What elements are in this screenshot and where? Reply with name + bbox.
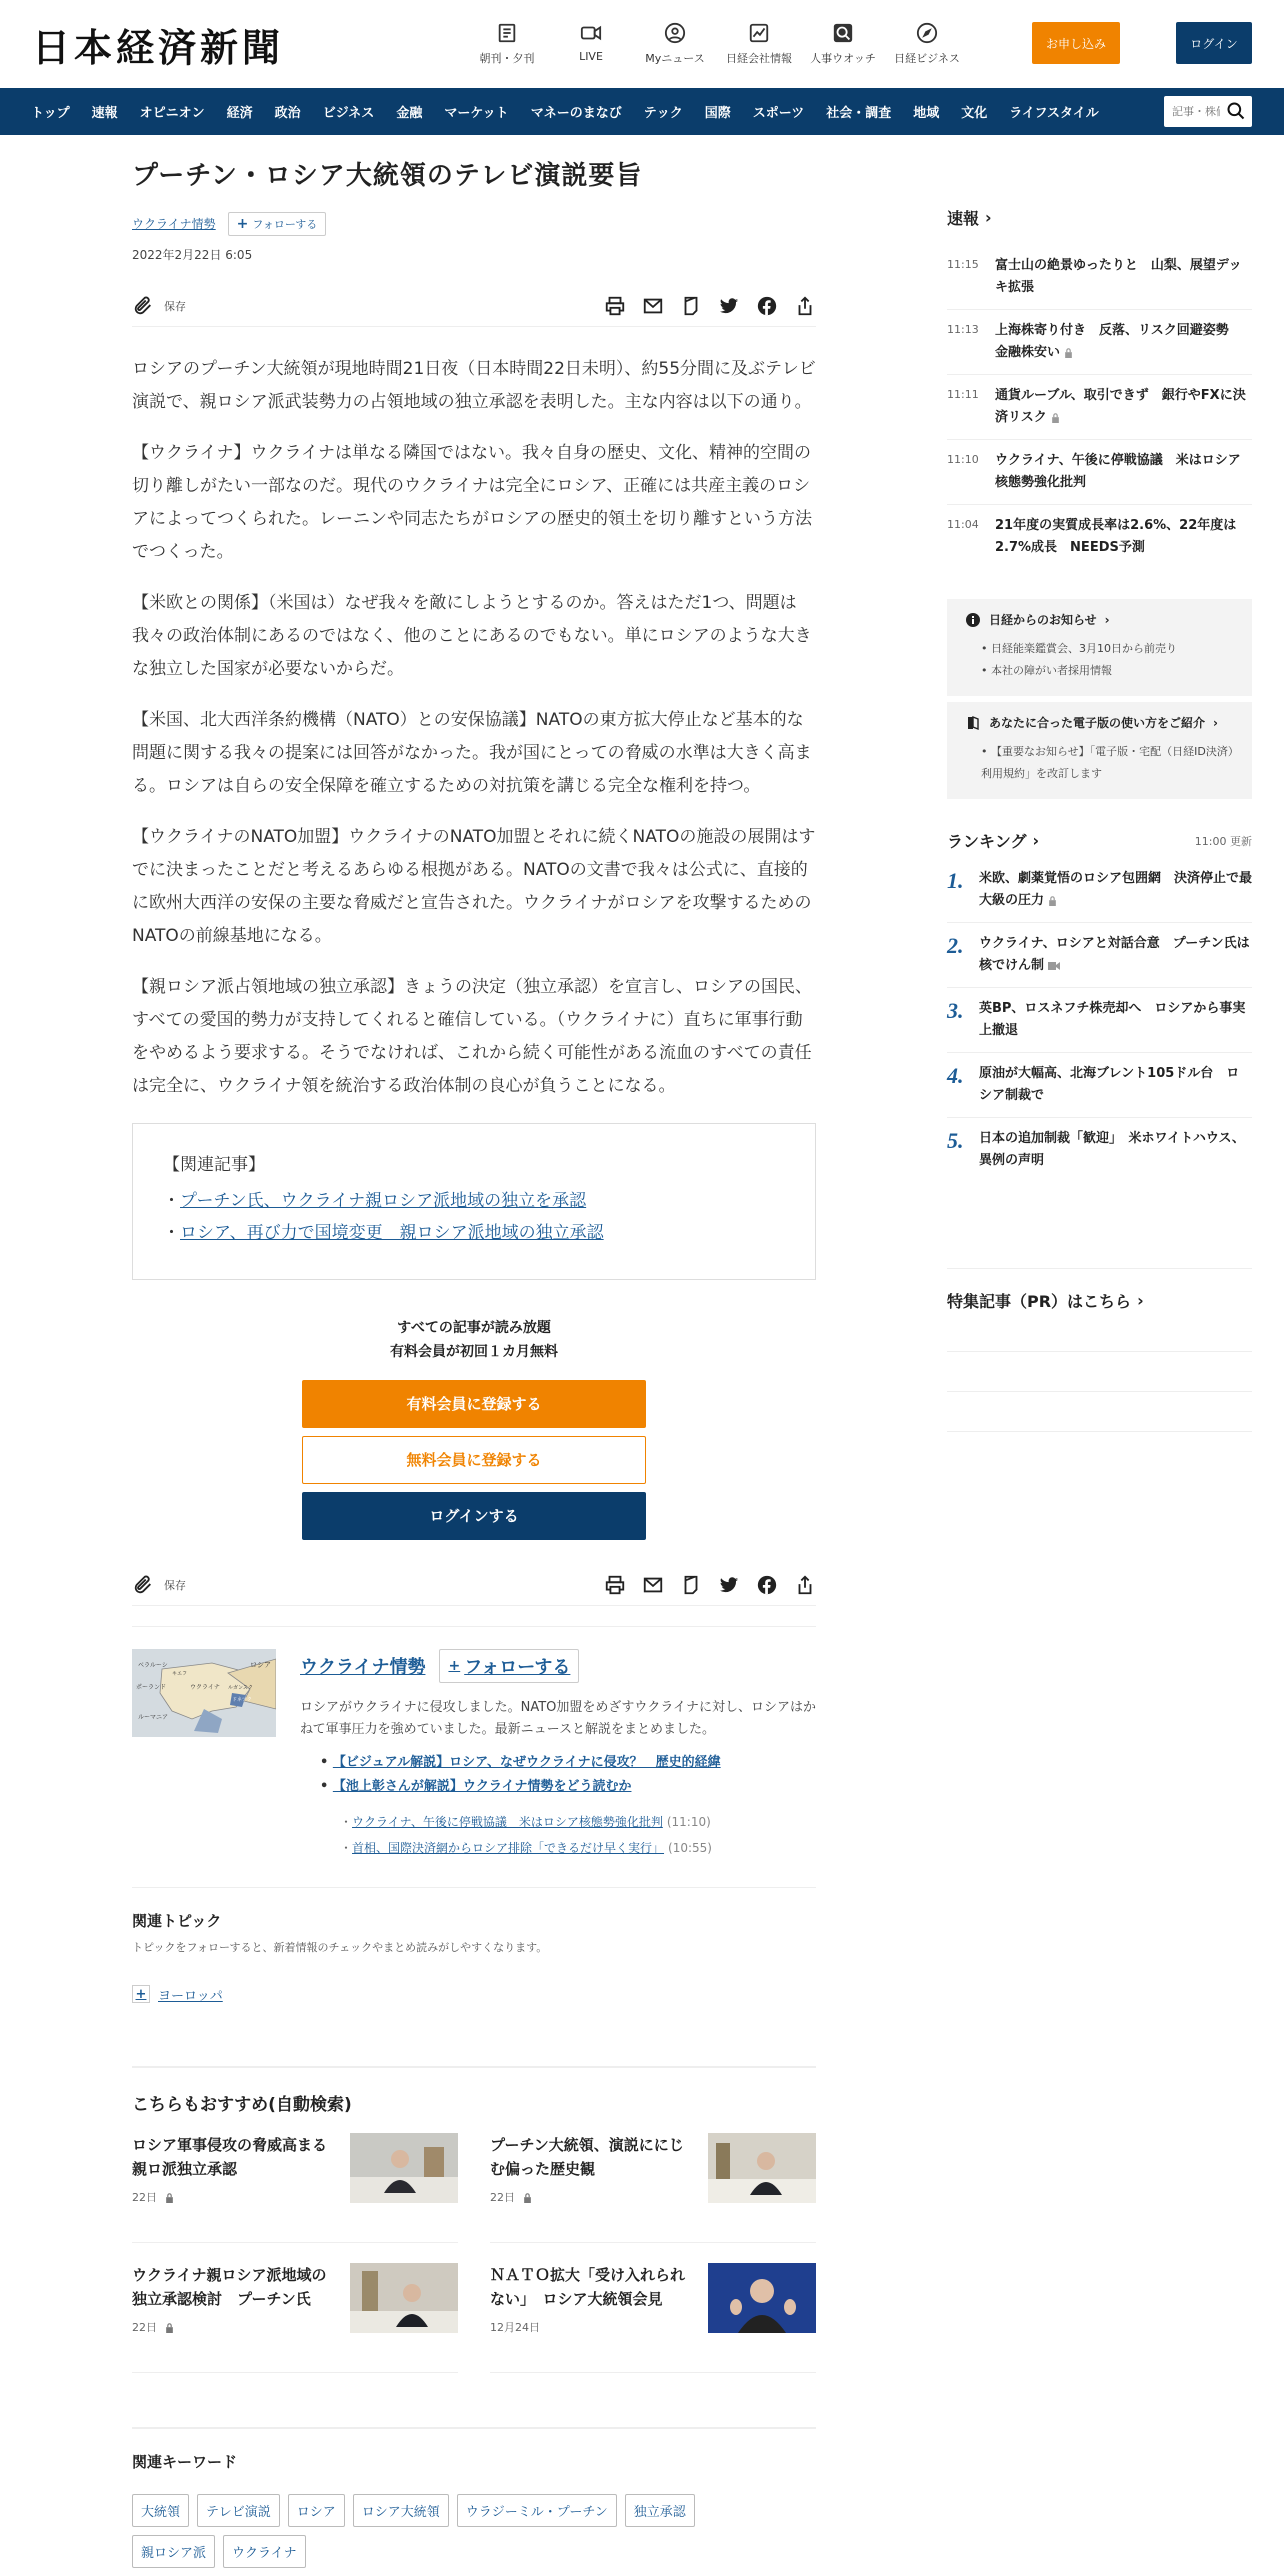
print-icon[interactable] [604,1574,626,1596]
paid-register-button[interactable]: 有料会員に登録する [302,1380,646,1428]
keyword-tag[interactable]: 大統領 [132,2494,189,2527]
share-icons [604,295,816,317]
recommend-thumbnail [708,2263,816,2333]
ranking-header [947,829,1252,852]
photo-putin-desk [708,2133,816,2203]
notice-box [947,599,1252,696]
facebook-icon[interactable] [756,1574,778,1596]
breaking-title: 富士山の絶景ゆったりと 山梨、展望デッキ拡張 [995,258,1242,295]
nav-item[interactable]: 国際 [704,106,731,121]
topic-latest [300,1809,816,1861]
newspaper-icon [496,22,518,44]
map-graphic [132,1649,276,1737]
pr-placeholder-lines [947,1351,1252,1432]
breaking-time: 11:10 [947,453,979,466]
article-body [132,353,816,1103]
recommend-date: 12月24日 [490,2320,540,2334]
ranking-number: 3. [947,998,964,1023]
save-label: 保存 [164,1579,186,1593]
lock-icon [165,2323,174,2333]
photo-putin-desk [350,2133,458,2203]
topic-feature-item [320,1775,816,1799]
nav-search-box [1164,96,1252,127]
topic-features [300,1751,816,1799]
header-mynews-label: Myニュース [645,52,705,65]
keyword-tag[interactable]: 親ロシア派 [132,2535,215,2568]
paperclip-icon [132,295,154,317]
mail-icon[interactable] [642,1574,664,1596]
ranking-number: 5. [947,1128,964,1153]
video-icon [580,22,602,44]
topic-latest-link[interactable]: ウクライナ、午後に停戦協議 米はロシア核態勢強化批判 [352,1814,663,1829]
ranking-item[interactable] [947,1053,1252,1118]
notice-list [965,638,1234,682]
header-live[interactable] [549,22,633,66]
plus-icon: + [132,1985,150,2003]
keyword-tag[interactable]: ウクライナ [223,2535,306,2568]
related-topics-heading: 関連トピック [132,1911,222,1930]
breaking-title: 通貨ルーブル、取引できず 銀行やFXに決済リスク [995,388,1246,425]
save-button[interactable] [132,1574,186,1596]
topic-feature-link[interactable]: 【池上彰さんが解説】ウクライナ情勢をどう読むか [332,1778,632,1794]
nav-item[interactable]: 政治 [274,106,301,121]
recommend-thumbnail [350,2133,458,2203]
header-live-label: LIVE [579,50,603,63]
memo-icon[interactable] [680,1574,702,1596]
chevron-right-icon: › [1104,612,1110,627]
article-title: プーチン・ロシア大統領のテレビ演説要旨 [132,161,643,191]
twitter-icon[interactable] [718,1574,740,1596]
save-button[interactable] [132,295,186,317]
breaking-time: 11:11 [947,388,979,401]
article-paragraph: 【米国、北大西洋条約機構（NATO）との安保協議】NATOの東方拡大停止など基本的な問題に関する我々の提案には回答がなかった。我が国にとっての脅威の水準は大きく高まる。ロシアは自らの安全保障を確立するための対抗策を講じる完全な権利を持つ。 [132,709,812,796]
map-label: ルーマニア [138,1713,169,1721]
ranking-item[interactable] [947,858,1252,923]
nav-item[interactable]: マーケット [444,106,509,121]
nav-item[interactable]: ライフスタイル [1009,106,1099,121]
nav-item[interactable]: ビジネス [322,106,375,121]
recommend-item[interactable] [132,2133,458,2243]
facebook-icon[interactable] [756,295,778,317]
recommend-heading: こちらもおすすめ(自動検索) [132,2094,352,2115]
related-topics [132,1887,816,2004]
map-label: ルガンスク [228,1684,253,1691]
nav-item[interactable]: テック [643,106,683,121]
related-heading: 【関連記事】 [163,1154,265,1175]
ranking-number: 1. [947,868,964,893]
nav-item[interactable]: スポーツ [752,106,805,121]
chevron-right-icon: › [1032,831,1040,850]
ranking-updated: 11:00 更新 [1194,834,1252,848]
breaking-item[interactable] [947,310,1252,375]
pr-heading[interactable]: 特集記事（PR）はこちら › [947,1291,1144,1311]
recommend-date: 22日 [490,2189,690,2205]
mail-icon[interactable] [642,295,664,317]
article-paragraph: ロシアのプーチン大統領が現地時間21日夜（日本時間22日未明）、約55分間に及ぶテレビ演説で、親ロシア派武装勢力の占領地域の独立承認を表明した。主な内容は以下の通り。 [132,358,816,412]
topic-follow-button[interactable] [439,1649,579,1683]
paperclip-icon [132,1574,154,1596]
ranking-number: 2. [947,933,964,958]
recommend-grid [132,2133,816,2393]
article-column [132,160,816,2568]
print-icon[interactable] [604,295,626,317]
topic-feature-item [320,1751,816,1775]
keyword-list [132,2494,752,2568]
lock-icon [1051,413,1060,423]
breaking-time: 11:13 [947,323,979,336]
ukraine-map-image[interactable] [132,1649,276,1737]
paywall-login-button[interactable]: ログインする [302,1492,646,1540]
guide-item[interactable]: • 【重要なお知らせ】「電子版・宅配（日経ID決済）利用規約」を改訂します [981,741,1234,785]
paywall-line1: すべての記事が読み放題 [397,1319,551,1336]
topic-latest-item [340,1835,816,1861]
nav-item[interactable]: 経済 [226,106,253,121]
topic-latest-time: (11:10) [666,1814,711,1829]
map-label: ウクライナ [190,1683,220,1691]
related-link-row: ・プーチン氏、ウクライナ親ロシア派地域の独立を承認 [163,1190,587,1211]
search-person-icon [832,22,854,44]
site-logo[interactable]: 日本経済新聞 [32,24,285,70]
header-business[interactable] [885,22,969,66]
book-icon [965,715,981,731]
lock-icon [523,2193,532,2203]
ranking-title: 日本の追加制裁「歓迎」 米ホワイトハウス、異例の声明 [979,1131,1245,1168]
keyword-tag[interactable]: テレビ演説 [197,2494,280,2527]
ranking-number: 4. [947,1063,964,1088]
search-icon[interactable] [1226,101,1246,121]
breaking-heading[interactable]: 速報 › [947,208,992,228]
breaking-time: 11:04 [947,518,979,531]
keyword-tag[interactable]: 独立承認 [625,2494,695,2527]
notice-item[interactable]: • 本社の障がい者採用情報 [981,660,1234,682]
chevron-right-icon: › [1137,1291,1144,1310]
breaking-item[interactable] [947,505,1252,569]
article-toolbar-top [132,287,816,327]
related-articles-box [132,1123,816,1280]
nav-item[interactable]: 金融 [396,106,423,121]
recommend-item[interactable] [490,2133,816,2243]
sidebar [947,206,1252,1432]
share-icon[interactable] [794,295,816,317]
recommendations [132,2066,816,2393]
breaking-title: 21年度の実質成長率は2.6%、22年度は2.7%成長 NEEDS予測 [995,518,1237,555]
recommend-title: ロシア軍事侵攻の脅威高まる 親ロ派独立承認 [132,2135,343,2178]
topic-content [300,1649,816,1861]
breaking-title: 上海株寄り付き 反落、リスク回避姿勢 金融株安い [995,323,1242,360]
site-header [0,0,1284,88]
guide-heading[interactable]: あなたに合った電子版の使い方をご紹介 › [965,714,1234,731]
ranking-title: 英BP、ロスネフチ株売却へ ロシアから事実上撤退 [979,1001,1246,1038]
lock-icon [1048,896,1057,906]
article-meta [132,212,816,236]
topic-title-row [300,1649,816,1683]
keywords-heading: 関連キーワード [132,2452,238,2471]
recommend-item[interactable] [490,2263,816,2373]
share-icons [604,1574,816,1596]
recommend-date: 22日 [132,2319,332,2335]
breaking-title: ウクライナ、午後に停戦協議 米はロシア核態勢強化批判 [995,453,1241,490]
header-jinji[interactable] [801,22,885,66]
article-paragraph: 【ウクライナのNATO加盟】ウクライナのNATO加盟とそれに続くNATOの施設の展開はすでに決まったことだと考えるあらゆる根拠がある。NATOの文書で我々は公式に、直接的に欧州大西洋の安保の主要な脅威だと宣告された。ウクライナがロシアを攻撃するためのNATOの前線基地になる。 [132,826,816,946]
header-company-info-label: 日経会社情報 [726,52,792,65]
related-link[interactable]: プーチン氏、ウクライナ親ロシア派地域の独立を承認 [180,1190,587,1211]
compass-icon [916,22,938,44]
follow-label: フォローする [252,217,318,231]
chevron-right-icon: › [1213,715,1218,730]
topic-latest-time: (10:55) [668,1840,712,1855]
search-input[interactable] [1172,106,1220,118]
video-icon [1048,961,1060,971]
keyword-tag[interactable]: ウラジーミル・プーチン [457,2494,617,2527]
topic-latest-link[interactable]: 首相、国際決済網からロシア排除「できるだけ早く実行」 [352,1840,665,1855]
nav-item[interactable]: 文化 [961,106,988,121]
header-business-label: 日経ビジネス [894,52,960,65]
header-jinji-label: 人事ウオッチ [810,52,876,65]
header-icon-bar [465,22,969,66]
topic-title-link[interactable]: ウクライナ情勢 [300,1656,426,1678]
keyword-tag[interactable]: ロシア [288,2494,345,2527]
recommend-date: 22日 [132,2189,332,2205]
notice-item[interactable]: • 日経能楽鑑賞会、3月10日から前売り [981,638,1234,660]
ranking-title: ウクライナ、ロシアと対話合意 プーチン氏は核でけん制 [979,936,1250,973]
related-link[interactable]: ロシア、再び力で国境変更 親ロシア派地域の独立承認 [180,1222,604,1243]
nav-item[interactable]: 地域 [913,106,940,121]
ranking-title: 米欧、劇薬覚悟のロシア包囲網 決済停止で最大級の圧力 [979,871,1253,908]
article-paragraph: 【親ロシア派占領地域の独立承認】きょうの決定（独立承認）を宣言し、ロシアの国民、すべての愛国的勢力が支持してくれると確信している。（ウクライナに）直ちに軍事行動をやめるよう要求する。そうでなければ、これから続く可能性がある流血のすべての責任は完全に、ウクライナ領を統治する政治体制の良心が負うことになる。 [132,976,812,1096]
info-icon [965,612,981,628]
lock-icon [1064,348,1073,358]
notice-heading[interactable]: 日経からのお知らせ › [965,611,1234,628]
map-label: キエフ [172,1670,188,1677]
article-paragraph: 【ウクライナ】ウクライナは単なる隣国ではない。我々自身の歴史、文化、精神的空間の切り離しがたい一部なのだ。現代のウクライナは完全にロシア、正確には共産主義のロシアによってつくられた。レーニンや同志たちがロシアの歴史的領土を切り離すという方法でつくった。 [132,442,812,562]
nav-item[interactable]: オピニオン [139,106,205,121]
guide-box [947,702,1252,799]
article-date: 2022年2月22日 6:05 [132,247,253,262]
breaking-item[interactable] [947,245,1252,310]
recommend-title: ウクライナ親ロシア派地域の独立承認検討 プーチン氏 [132,2265,327,2308]
recommend-title: プーチン大統領、演説ににじむ偏った歴史観 [490,2135,684,2178]
save-label: 保存 [164,300,186,314]
nav-item[interactable]: 社会・調査 [826,106,892,121]
chevron-right-icon: › [985,208,992,227]
topic-latest-item [340,1809,816,1835]
plus-icon: + [236,215,249,232]
photo-putin-press [708,2263,816,2333]
map-label: ベラルーシ [138,1661,168,1669]
ranking-title: 原油が大幅高、北海ブレント105ドル台 ロシア制裁で [979,1066,1240,1103]
follow-button[interactable] [228,212,327,236]
map-label: ポーランド [136,1683,167,1691]
topic-tag-label: ヨーロッパ [158,1988,223,2004]
recommend-item[interactable] [132,2263,458,2373]
article-paragraph: 【米欧との関係】（米国は）なぜ我々を敵にしようとするのか。答えはただ1つ、問題は我々の政治体制にあるのではなく、他のことにあるのでもない。単にロシアのような大きな独立した国家が必要ないからだ。 [132,592,812,679]
topic-summary-box [132,1626,816,1861]
login-button[interactable]: ログイン [1176,22,1252,64]
ranking-heading[interactable]: ランキング › [947,831,1040,851]
free-register-button[interactable]: 無料会員に登録する [302,1436,646,1484]
twitter-icon[interactable] [718,295,740,317]
article-toolbar-bottom [132,1566,816,1606]
nav-item[interactable]: マネーのまなび [530,106,622,121]
nav-item[interactable]: 速報 [91,106,118,121]
topic-description: ロシアがウクライナに侵攻しました。NATO加盟をめざすウクライナに対し、ロシアはかねて軍事圧力を強めていました。最新ニュースと解説をまとめました。 [300,1699,817,1737]
header-newspaper-label: 朝刊・夕刊 [479,52,535,65]
header-newspaper[interactable] [465,22,549,66]
topic-follow-tag[interactable] [132,1985,223,2004]
plus-icon: + [448,1657,461,1674]
guide-list [965,741,1234,785]
keyword-tag[interactable]: ロシア大統領 [353,2494,449,2527]
map-label: ロシア [250,1660,271,1669]
main-nav [0,88,1284,135]
paywall [132,1316,816,1540]
paywall-line2: 有料会員が初回１カ月無料 [390,1343,558,1360]
recommend-title: ＮＡＴＯ拡大「受け入れられない」 ロシア大統領会見 [490,2265,686,2308]
related-keywords [132,2427,816,2568]
ranking-item[interactable] [947,988,1252,1053]
lock-icon [165,2193,174,2203]
follow-label: フォローする [464,1656,571,1678]
ranking-list [947,858,1252,1182]
chart-icon [748,22,770,44]
topic-link[interactable]: ウクライナ情勢 [132,217,216,232]
pr-section [947,1268,1252,1432]
breaking-time: 11:15 [947,258,979,271]
memo-icon[interactable] [680,295,702,317]
map-label: ドネツク [232,1696,252,1703]
ranking-item[interactable] [947,923,1252,988]
breaking-list [947,245,1252,569]
ranking-item[interactable] [947,1118,1252,1182]
recommend-thumbnail [350,2263,458,2333]
topic-feature-link[interactable]: 【ビジュアル解説】ロシア、なぜウクライナに侵攻？ 歴史的経緯 [332,1754,721,1770]
nav-item[interactable]: トップ [31,106,70,121]
header-mynews[interactable] [633,22,717,66]
share-icon[interactable] [794,1574,816,1596]
header-company-info[interactable] [717,22,801,66]
related-link-row: ・ロシア、再び力で国境変更 親ロシア派地域の独立承認 [163,1222,604,1243]
photo-putin-desk [350,2263,458,2333]
user-icon [664,22,686,44]
breaking-item[interactable] [947,440,1252,505]
apply-button[interactable]: お申し込み [1032,22,1120,64]
breaking-item[interactable] [947,375,1252,440]
recommend-thumbnail [708,2133,816,2203]
related-topics-subtitle: トピックをフォローすると、新着情報のチェックやまとめ読みがしやすくなります。 [132,1940,548,1954]
